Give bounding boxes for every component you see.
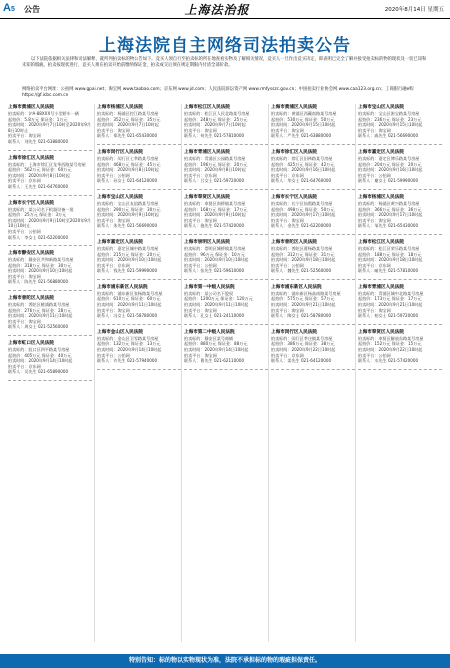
lot-detail: 拍卖平台：淘宝网 <box>271 127 304 133</box>
lot-detail: 拍卖标的：长宁区仙霞路某号房屋 <box>271 200 333 206</box>
lot-divider <box>8 380 92 381</box>
auction-lot <box>97 284 181 319</box>
lot-detail: 联系人：金先生 021-62200000 <box>271 223 332 229</box>
court-name: 上海市长宁区人民法院 <box>271 194 317 200</box>
court-name: 上海市松江区人民法院 <box>358 239 404 245</box>
lot-divider <box>184 144 268 145</box>
lot-divider <box>184 279 268 280</box>
platform-line: 网络拍卖平台网址：公拍网 www.gpai.net；淘宝网 www.taobao.com；京东网 www.jd.com；人民法院诉讼资产网 www.rmfysszc.gov.cn；中国拍卖行业协会网 www.caa123.org.cn；工商银行融e购 https://gf.icbc.com.cn <box>22 87 414 99</box>
lot-detail: 拍卖标的：宝山区友谊路某号房屋 <box>97 200 159 206</box>
lot-divider <box>8 195 92 196</box>
court-name: 上海市黄浦区人民法院 <box>8 105 54 110</box>
court-name: 上海市宝山区人民法院 <box>97 194 143 200</box>
lot-detail: 拍卖时间：2020年9月21日10时起 <box>358 302 423 308</box>
lot-detail: 拍卖平台：京东网 <box>184 172 217 178</box>
lot-detail: 拍卖平台：淘宝网 <box>358 307 391 313</box>
lot-detail: 拍卖标的：静安区某号商铺 <box>184 335 234 341</box>
lot-detail: 拍卖标的：闵行区莘庄镇某号房屋 <box>271 335 333 341</box>
lot-detail: 起拍价：498万元 保证金：50万元 <box>271 206 335 212</box>
lot-divider <box>358 324 442 325</box>
lot-detail: 起拍价：276万元 保证金：28万元 <box>8 307 72 313</box>
lot-detail: 起拍价：236万元 保证金：23万元 <box>358 116 422 122</box>
lot-divider <box>184 324 268 325</box>
lot-detail: 起拍价：468万元 保证金：45万元 <box>97 161 161 167</box>
lot-detail: 联系人：李女士 021-62200000 <box>8 234 69 240</box>
lot-detail: 起拍价：173万元 保证金：17万元 <box>358 296 422 302</box>
lot-detail: 起拍价：290万元 保证金：30万元 <box>97 206 161 212</box>
lot-divider <box>8 150 92 151</box>
lot-detail: 拍卖时间：2020年9月11日10时起 <box>184 302 249 308</box>
lot-detail: 拍卖标的：嘉定区城中路某号房屋 <box>97 245 159 251</box>
lot-detail: 拍卖时间：2020年9月16日10时起 <box>271 167 336 173</box>
lot-detail: 起拍价：530万元 保证金：50万元 <box>271 116 335 122</box>
auction-column <box>97 104 181 642</box>
lot-divider <box>97 189 181 190</box>
auction-lot <box>184 329 268 364</box>
lot-detail: 拍卖时间：2020年9月11日10时起 <box>97 302 162 308</box>
lot-detail: 拍卖平台：淘宝网 <box>8 133 41 139</box>
lot-detail: 起拍价：168万元 保证金：17万元 <box>184 206 248 212</box>
lot-detail: 拍卖时间：2020年9月14日10时起 <box>184 347 249 353</box>
auction-lot <box>271 239 355 274</box>
auction-lot <box>184 149 268 184</box>
lot-detail: 拍卖时间：2020年9月17日10时起 <box>358 212 423 218</box>
lot-detail: 拍卖平台：京东网 <box>8 178 41 184</box>
lot-detail: 拍卖标的：浦东新区张杨路某号房屋 <box>97 290 163 296</box>
lot-divider <box>184 369 268 370</box>
auction-lot <box>358 284 442 319</box>
lot-detail: 拍卖时间：2020年9月22日10时起 <box>271 347 336 353</box>
lot-detail: 拍卖时间：2020年9月9日10时起 <box>97 212 159 218</box>
lot-detail: 拍卖标的：某公司名下机器设备一批 <box>8 206 74 212</box>
lot-detail: 拍卖标的：闵行区七莘路某号房屋 <box>97 155 159 161</box>
lot-detail: 拍卖标的：上海市徐汇区龙华西路某号房屋 <box>8 161 86 167</box>
lot-divider <box>358 144 442 145</box>
court-name: 上海市杨浦区人民法院 <box>358 194 404 200</box>
lot-detail: 起拍价：610万元 保证金：60万元 <box>97 296 161 302</box>
lot-detail: 联系人：柏女士 021-59720000 <box>358 313 419 319</box>
lot-detail: 联系人：戚先生 021-56690000 <box>358 133 419 139</box>
lot-detail: 拍卖平台：淘宝网 <box>184 307 217 313</box>
auction-lot <box>358 104 442 139</box>
court-name: 上海市青浦区人民法院 <box>358 284 404 290</box>
lot-detail: 拍卖时间：2020年9月14日10时起 <box>8 358 73 364</box>
court-name: 上海市浦东新区人民法院 <box>271 284 322 290</box>
lot-detail: 起拍价：1200万元 保证金：120万元 <box>184 296 253 302</box>
auction-lot <box>184 104 268 139</box>
auction-lot <box>271 329 355 364</box>
lot-detail: 联系人：张先生 021-59610000 <box>184 268 245 274</box>
lot-detail: 起拍价：188万元 保证金：18万元 <box>358 251 422 257</box>
lot-detail: 拍卖平台：淘宝网 <box>8 318 41 324</box>
lot-detail: 起拍价：248万元 保证金：25万元 <box>184 116 248 122</box>
auction-lot <box>271 149 355 184</box>
lot-detail: 联系人：何先生 021-57810000 <box>184 133 245 139</box>
lot-detail: 起拍价：25万元 保证金：3万元 <box>8 212 67 218</box>
lot-detail: 起拍价：880万元 保证金：88万元 <box>184 341 248 347</box>
lot-detail: 拍卖时间：2020年9月15日10时起 <box>271 122 336 128</box>
lot-detail: 联系人：魏先生 021-52560000 <box>271 268 332 274</box>
lot-detail: 拍卖平台：淘宝网 <box>97 217 130 223</box>
lot-detail: 联系人：吴先生 021-65890000 <box>8 369 69 375</box>
court-name: 上海市嘉定区人民法院 <box>97 239 143 245</box>
lot-detail: 联系人：孙女士 021-64120000 <box>97 178 158 184</box>
lot-detail: 起拍价：152万元 保证金：15万元 <box>358 341 422 347</box>
lot-detail: 拍卖标的：奉贤区南桥镇某号房屋 <box>184 200 246 206</box>
court-name: 上海市奉贤区人民法院 <box>358 329 404 335</box>
platform-list <box>22 87 430 99</box>
lot-divider <box>97 324 181 325</box>
lot-detail: 拍卖标的：静安区共和新路某号房屋 <box>8 257 74 263</box>
lot-detail: 起拍价：425万元 保证金：42万元 <box>271 161 335 167</box>
lot-detail: 拍卖时间：2020年9月22日10时起 <box>358 347 423 353</box>
lot-detail: 联系人：喻先生 021-57810000 <box>358 268 419 274</box>
auction-lot <box>271 194 355 229</box>
court-name: 上海市普陀区人民法院 <box>8 296 54 302</box>
auction-lot <box>184 284 268 319</box>
lot-detail: 拍卖时间：2020年9月15日10时起 <box>358 122 423 128</box>
court-name: 上海市闵行区人民法院 <box>97 149 143 155</box>
lot-detail: 拍卖平台：淘宝网 <box>8 273 41 279</box>
lot-detail: 拍卖标的：青浦区城中北路某号房屋 <box>358 290 424 296</box>
lot-detail: 起拍价：575万元 保证金：57万元 <box>271 296 335 302</box>
court-name: 上海市虹口区人民法院 <box>8 341 54 347</box>
court-name: 上海市嘉定区人民法院 <box>358 149 404 155</box>
lot-divider <box>97 234 181 235</box>
lot-detail: 拍卖平台：淘宝网 <box>97 307 130 313</box>
lot-divider <box>97 144 181 145</box>
lot-detail: 起拍价：215万元 保证金：20万元 <box>97 251 161 257</box>
lot-detail: 拍卖时间：2020年9月8日10时起 <box>8 172 70 178</box>
auction-lot <box>8 155 92 190</box>
page-header <box>0 0 450 19</box>
court-name: 上海市黄浦区人民法院 <box>271 105 317 110</box>
auction-lot <box>8 104 92 145</box>
auction-lot <box>97 239 181 274</box>
auction-lot <box>8 200 92 241</box>
lot-detail: 拍卖标的：青浦区公园路某号房屋 <box>184 155 246 161</box>
lot-detail: 起拍价：96万元 保证金：10万元 <box>184 251 245 257</box>
auction-lot <box>358 329 442 364</box>
lot-detail: 拍卖平台：京东网 <box>8 363 41 369</box>
lot-detail: 起拍价：386万元 保证金：38万元 <box>271 341 335 347</box>
lot-detail: 联系人：姜先生 021-64120000 <box>271 358 332 364</box>
lot-divider <box>8 245 92 246</box>
court-name: 上海市宝山区人民法院 <box>358 105 404 110</box>
lot-detail: 拍卖时间：2020年9月18日10时起 <box>271 257 336 263</box>
court-name: 上海市松江区人民法院 <box>184 105 230 110</box>
lot-detail: 联系人：施先生 021-57420000 <box>184 223 245 229</box>
auction-grid <box>8 104 445 642</box>
footer-notice: 特别告知：标的物以实物现状为准，法院不承担标的物的瑕疵担保责任。 <box>0 654 450 668</box>
lot-detail: 拍卖标的：嘉定区博乐路某号房屋 <box>358 155 420 161</box>
lot-detail: 联系人：刘先生 021-63880000 <box>8 138 69 144</box>
court-name: 上海市徐汇区人民法院 <box>8 155 54 161</box>
lot-divider <box>8 290 92 291</box>
lot-detail: 起拍价：405万元 保证金：40万元 <box>8 352 72 358</box>
auction-column <box>184 104 268 642</box>
lot-divider <box>184 234 268 235</box>
lot-detail: 拍卖时间：2020年9月11日10时起 <box>8 313 73 319</box>
lot-detail: 拍卖时间：2020年9月9日10时至2020年9月10日10时止 <box>8 217 91 229</box>
lot-detail: 拍卖时间：2020年9月16日10时起 <box>358 167 423 173</box>
lot-detail: 拍卖时间：2020年9月10日10时起 <box>8 268 73 274</box>
lot-detail: 拍卖平台：淘宝网 <box>358 127 391 133</box>
lot-detail: 起拍价：5.8万元 保证金：1万元 <box>8 116 68 122</box>
court-name: 上海市金山区人民法院 <box>97 329 143 335</box>
lot-detail: 联系人：王先生 021-64760000 <box>8 183 69 189</box>
court-name: 上海市崇明区人民法院 <box>184 239 230 245</box>
lot-divider <box>271 234 355 235</box>
lot-detail: 拍卖标的：浦东新区杨高南路某号房屋 <box>271 290 341 296</box>
lot-detail: 拍卖时间：2020年9月17日10时起 <box>271 212 336 218</box>
lot-detail: 拍卖标的：宝山区淞宝路某号房屋 <box>358 111 420 116</box>
court-name: 上海市静安区人民法院 <box>8 251 54 257</box>
court-name: 上海市普陀区人民法院 <box>271 239 317 245</box>
lot-detail: 拍卖标的：黄浦区西藏南路某号房屋 <box>271 111 337 116</box>
lot-detail: 起拍价：366万元 保证金：36万元 <box>358 206 422 212</box>
auction-lot <box>271 104 355 139</box>
page-title: 上海法院自主网络司法拍卖公告 <box>99 36 351 56</box>
lot-detail: 拍卖标的：杨浦区控江路某号房屋 <box>97 111 159 116</box>
lot-divider <box>271 279 355 280</box>
lot-detail: 起拍价：318万元 保证金：30万元 <box>8 262 72 268</box>
auction-lot <box>358 194 442 229</box>
lot-detail: 联系人：周女士 021-52560000 <box>8 324 69 330</box>
lot-detail: 拍卖平台：京东网 <box>97 262 130 268</box>
lot-detail: 拍卖平台：公拍网 <box>8 228 41 234</box>
lot-detail: 拍卖时间：2020年9月21日10时起 <box>271 302 336 308</box>
auction-lot <box>358 239 442 274</box>
auction-lot <box>97 104 181 139</box>
lot-detail: 拍卖时间：2020年9月9日10时起 <box>184 212 246 218</box>
lot-detail: 拍卖平台：公拍网 <box>271 262 304 268</box>
lot-detail: 拍卖平台：公拍网 <box>184 262 217 268</box>
lot-detail: 拍卖标的：徐汇区田林路某号房屋 <box>271 155 333 161</box>
lot-detail: 拍卖时间：2020年9月10日10时起 <box>97 257 162 263</box>
lot-detail: 起拍价：196万元 保证金：20万元 <box>184 161 248 167</box>
lot-divider <box>8 335 92 336</box>
lot-detail: 拍卖平台：淘宝网 <box>184 217 217 223</box>
lot-detail: 拍卖平台：淘宝网 <box>271 217 304 223</box>
lot-detail: 拍卖时间：2020年9月7日10时起 <box>184 122 246 128</box>
lot-detail: 起拍价：352万元 保证金：35万元 <box>97 116 161 122</box>
section-name: 公告 <box>24 5 40 14</box>
court-name: 上海市第二中级人民法院 <box>184 329 235 335</box>
lot-detail: 拍卖平台：淘宝网 <box>184 127 217 133</box>
lot-detail: 联系人：吕女士 021-59720000 <box>184 178 245 184</box>
lot-detail: 联系人：朱先生 021-56690000 <box>97 223 158 229</box>
lot-detail: 联系人：郑先生 021-65430000 <box>97 133 158 139</box>
lot-detail: 拍卖标的：崇明区城桥镇某号房屋 <box>184 245 246 251</box>
auction-lot <box>184 194 268 229</box>
lot-detail: 拍卖标的：虹口区四平路某号房屋 <box>8 347 70 353</box>
lot-divider <box>271 369 355 370</box>
lot-detail: 拍卖平台：公拍网 <box>358 352 391 358</box>
lot-divider <box>358 369 442 370</box>
lot-divider <box>97 369 181 370</box>
auction-lot <box>97 149 181 184</box>
lot-detail: 联系人：孔女士 021-24110000 <box>184 313 245 319</box>
auction-column <box>8 104 92 642</box>
lot-detail: 起拍价：132万元 保证金：13万元 <box>97 341 161 347</box>
lot-detail: 拍卖平台：公拍网 <box>97 172 130 178</box>
auction-lot <box>97 194 181 229</box>
intro-paragraph: 以下法院依据相关法律和司法解释，就所列拍卖标的物公告如下。竞买人须自行至拍卖标的所在地查看实物及了解相关情况，竞买人一旦作出竞买决定，即表明已完全了解并接受拍卖标的物的现状及一切已知和未知的瑕疵。拍卖按现状进行，竞买人须在拍卖开始前缴纳保证金，拍卖成交后须在规定期限内付清全部价款。 <box>22 57 427 69</box>
auction-lot <box>184 239 268 274</box>
lot-detail: 起拍价：312万元 保证金：31万元 <box>271 251 335 257</box>
page-number: A5 <box>3 2 15 14</box>
lot-detail: 起拍价：204万元 保证金：20万元 <box>358 161 422 167</box>
lot-detail: 拍卖平台：淘宝网 <box>271 307 304 313</box>
court-name: 上海市第一中级人民法院 <box>184 284 235 290</box>
court-name: 上海市闵行区人民法院 <box>271 329 317 335</box>
court-name: 上海市奉贤区人民法院 <box>184 194 230 200</box>
lot-detail: 拍卖标的：杨浦区黄兴路某号房屋 <box>358 200 420 206</box>
auction-lot <box>8 250 92 285</box>
lot-detail: 拍卖时间：2020年9月18日10时起 <box>358 257 423 263</box>
court-name: 上海市徐汇区人民法院 <box>271 149 317 155</box>
lot-detail: 联系人：水先生 021-57420000 <box>358 358 419 364</box>
lot-detail: 拍卖平台：淘宝网 <box>97 127 130 133</box>
lot-detail: 联系人：钱先生 021-59990000 <box>97 268 158 274</box>
auction-lot <box>97 329 181 364</box>
lot-detail: 联系人：许先生 021-57940000 <box>97 358 158 364</box>
lot-detail: 拍卖标的：松江区荣乐路某号房屋 <box>358 245 420 251</box>
lot-divider <box>271 189 355 190</box>
lot-detail: 拍卖平台：淘宝网 <box>184 352 217 358</box>
auction-lot <box>358 149 442 184</box>
lot-detail: 拍卖时间：2020年9月8日10时起 <box>97 167 159 173</box>
auction-lot <box>271 284 355 319</box>
lot-detail: 拍卖平台：公拍网 <box>97 352 130 358</box>
lot-divider <box>184 189 268 190</box>
lot-detail: 拍卖标的：金山区卫零路某号房屋 <box>97 335 159 341</box>
lot-detail: 拍卖标的：普陀区桃浦路某号房屋 <box>8 302 70 308</box>
lot-detail: 拍卖标的：某公司名下股权 <box>184 290 234 296</box>
court-name: 上海市青浦区人民法院 <box>184 149 230 155</box>
lot-detail: 拍卖平台：公拍网 <box>358 172 391 178</box>
auction-lot <box>8 295 92 330</box>
lot-divider <box>358 234 442 235</box>
lot-detail: 联系人：陈先生 021-56880000 <box>8 279 69 285</box>
court-name: 上海市杨浦区人民法院 <box>97 105 143 110</box>
lot-detail: 联系人：陶女士 021-58780000 <box>271 313 332 319</box>
auction-column <box>358 104 442 642</box>
lot-divider <box>271 324 355 325</box>
auction-column <box>271 104 355 642</box>
lot-detail: 联系人：华女士 021-64760000 <box>271 178 332 184</box>
lot-detail: 拍卖平台：京东网 <box>358 262 391 268</box>
lot-detail: 联系人：曹先生 021-62110000 <box>184 358 245 364</box>
auction-lot <box>8 340 92 375</box>
lot-detail: 拍卖平台：京东网 <box>271 352 304 358</box>
lot-detail: 联系人：谢女士 021-59990000 <box>358 178 419 184</box>
lot-detail: 拍卖标的：松江区人民北路某号房屋 <box>184 111 250 116</box>
lot-divider <box>271 144 355 145</box>
lot-detail: 拍卖时间：2020年9月10日10时起 <box>184 257 249 263</box>
lot-detail: 联系人：严先生 021-63880000 <box>271 133 332 139</box>
lot-detail: 拍卖时间：2020年9月14日10时起 <box>97 347 162 353</box>
lot-divider <box>358 189 442 190</box>
lot-divider <box>358 279 442 280</box>
lot-detail: 拍卖标的：奉贤区解放东路某号房屋 <box>358 335 424 341</box>
court-name: 上海市浦东新区人民法院 <box>97 284 148 290</box>
lot-divider <box>97 279 181 280</box>
lot-detail: 联系人：邹先生 021-65430000 <box>358 223 419 229</box>
lot-detail: 拍卖时间：2020年9月8日10时起 <box>184 167 246 173</box>
lot-detail: 拍卖时间：2020年9月7日10时至2020年9月8日10时止 <box>8 122 91 133</box>
lot-detail: 拍卖平台：京东网 <box>271 172 304 178</box>
lot-detail: 拍卖标的：沪A·88XXX号小型轿车一辆 <box>8 111 79 116</box>
lot-detail: 拍卖平台：淘宝网 <box>358 217 391 223</box>
dateline: 2020年8月14日 星期五 <box>384 7 444 13</box>
court-name: 上海市长宁区人民法院 <box>8 200 54 206</box>
lot-detail: 拍卖标的：普陀区曹杨路某号房屋 <box>271 245 333 251</box>
lot-detail: 拍卖时间：2020年9月7日10时起 <box>97 122 159 128</box>
masthead-logo: 上海法治报 <box>184 3 250 17</box>
lot-detail: 联系人：冯女士 021-58780000 <box>97 313 158 319</box>
lot-detail: 起拍价：562万元 保证金：60万元 <box>8 167 72 173</box>
